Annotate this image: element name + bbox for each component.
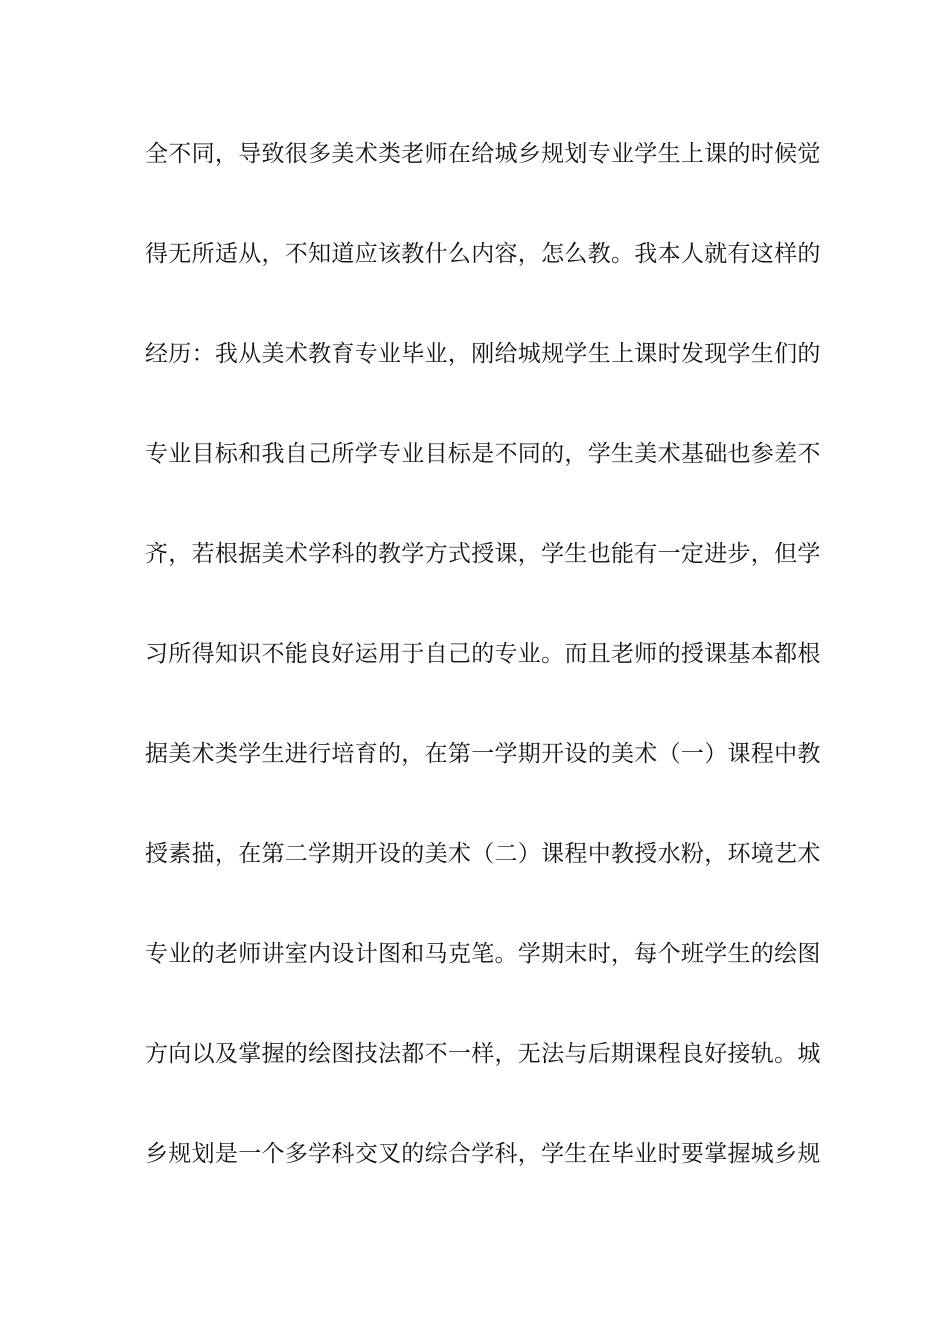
paragraph-body	[145, 134, 825, 1234]
text-line: 方向以及掌握的绘图技法都不一样，无法与后期课程良好接轨。城	[145, 1041, 821, 1067]
text-line: 授素描，在第二学期开设的美术（二）课程中教授水粉，环境艺术	[145, 841, 821, 867]
text-line: 经历：我从美术教育专业毕业，刚给城规学生上课时发现学生们的	[145, 341, 821, 367]
text-line: 专业的老师讲室内设计图和马克笔。学期末时，每个班学生的绘图	[145, 941, 821, 967]
text-line: 乡规划是一个多学科交叉的综合学科，学生在毕业时要掌握城乡规	[145, 1141, 821, 1167]
text-line: 齐，若根据美术学科的教学方式授课，学生也能有一定进步，但学	[145, 541, 821, 567]
text-line: 习所得知识不能良好运用于自己的专业。而且老师的授课基本都根	[145, 641, 821, 667]
text-line: 全不同，导致很多美术类老师在给城乡规划专业学生上课的时候觉	[145, 141, 821, 167]
text-line: 据美术类学生进行培育的，在第一学期开设的美术（一）课程中教	[145, 741, 821, 767]
text-line: 得无所适从，不知道应该教什么内容，怎么教。我本人就有这样的	[145, 241, 821, 267]
text-line: 专业目标和我自己所学专业目标是不同的，学生美术基础也参差不	[145, 441, 821, 467]
